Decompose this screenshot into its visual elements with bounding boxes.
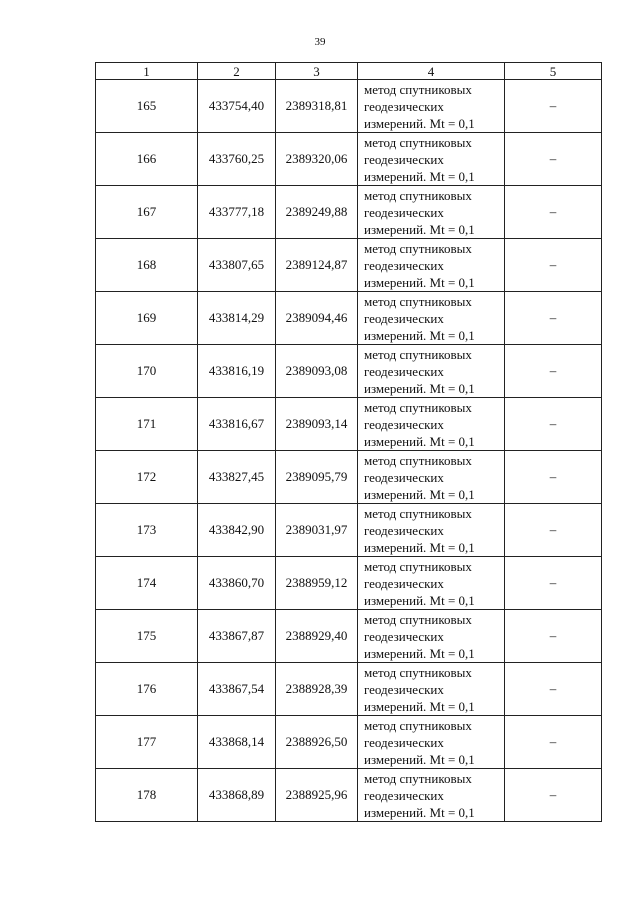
column-header-1: 1 bbox=[96, 63, 198, 80]
method-line-2: геодезических bbox=[364, 416, 444, 432]
point-number-cell: 172 bbox=[96, 451, 198, 504]
method-cell bbox=[358, 769, 505, 822]
table-row bbox=[96, 716, 602, 769]
method-line-3: измерений. Mt = 0,1 bbox=[364, 221, 475, 237]
table-row bbox=[96, 398, 602, 451]
y-coordinate-cell: 2389320,06 bbox=[276, 133, 358, 186]
method-line-2: геодезических bbox=[364, 469, 444, 485]
method-line-2: геодезических bbox=[364, 575, 444, 591]
method-cell bbox=[358, 451, 505, 504]
table-row bbox=[96, 133, 602, 186]
table-header-row bbox=[96, 63, 602, 80]
note-cell: – bbox=[505, 133, 602, 186]
y-coordinate-cell: 2389249,88 bbox=[276, 186, 358, 239]
x-coordinate-cell: 433814,29 bbox=[198, 292, 276, 345]
method-line-3: измерений. Mt = 0,1 bbox=[364, 115, 475, 131]
y-coordinate-cell: 2388926,50 bbox=[276, 716, 358, 769]
x-coordinate-cell: 433827,45 bbox=[198, 451, 276, 504]
method-line-1: метод спутниковых bbox=[364, 187, 472, 203]
method-line-3: измерений. Mt = 0,1 bbox=[364, 168, 475, 184]
y-coordinate-cell: 2388925,96 bbox=[276, 769, 358, 822]
note-cell: – bbox=[505, 345, 602, 398]
table-row bbox=[96, 80, 602, 133]
method-line-2: геодезических bbox=[364, 310, 444, 326]
table-row bbox=[96, 557, 602, 610]
note-cell: – bbox=[505, 716, 602, 769]
table-row bbox=[96, 769, 602, 822]
method-line-2: геодезических bbox=[364, 787, 444, 803]
method-cell bbox=[358, 398, 505, 451]
x-coordinate-cell: 433842,90 bbox=[198, 504, 276, 557]
column-header-4: 4 bbox=[358, 63, 505, 80]
note-cell: – bbox=[505, 398, 602, 451]
method-line-1: метод спутниковых bbox=[364, 240, 472, 256]
method-line-3: измерений. Mt = 0,1 bbox=[364, 486, 475, 502]
method-line-1: метод спутниковых bbox=[364, 293, 472, 309]
y-coordinate-cell: 2389095,79 bbox=[276, 451, 358, 504]
point-number-cell: 167 bbox=[96, 186, 198, 239]
point-number-cell: 165 bbox=[96, 80, 198, 133]
method-line-1: метод спутниковых bbox=[364, 81, 472, 97]
x-coordinate-cell: 433860,70 bbox=[198, 557, 276, 610]
y-coordinate-cell: 2389124,87 bbox=[276, 239, 358, 292]
y-coordinate-cell: 2388959,12 bbox=[276, 557, 358, 610]
method-line-2: геодезических bbox=[364, 522, 444, 538]
method-line-3: измерений. Mt = 0,1 bbox=[364, 274, 475, 290]
point-number-cell: 178 bbox=[96, 769, 198, 822]
point-number-cell: 177 bbox=[96, 716, 198, 769]
point-number-cell: 166 bbox=[96, 133, 198, 186]
point-number-cell: 169 bbox=[96, 292, 198, 345]
point-number-cell: 174 bbox=[96, 557, 198, 610]
table-row bbox=[96, 504, 602, 557]
method-line-3: измерений. Mt = 0,1 bbox=[364, 698, 475, 714]
x-coordinate-cell: 433867,87 bbox=[198, 610, 276, 663]
method-line-3: измерений. Mt = 0,1 bbox=[364, 751, 475, 767]
table-row bbox=[96, 186, 602, 239]
note-cell: – bbox=[505, 239, 602, 292]
method-line-1: метод спутниковых bbox=[364, 770, 472, 786]
method-line-1: метод спутниковых bbox=[364, 346, 472, 362]
note-cell: – bbox=[505, 80, 602, 133]
method-line-3: измерений. Mt = 0,1 bbox=[364, 433, 475, 449]
method-line-3: измерений. Mt = 0,1 bbox=[364, 804, 475, 820]
method-line-2: геодезических bbox=[364, 204, 444, 220]
x-coordinate-cell: 433868,14 bbox=[198, 716, 276, 769]
point-number-cell: 171 bbox=[96, 398, 198, 451]
table-row bbox=[96, 610, 602, 663]
note-cell: – bbox=[505, 504, 602, 557]
method-cell bbox=[358, 133, 505, 186]
table-row bbox=[96, 239, 602, 292]
method-cell bbox=[358, 557, 505, 610]
method-line-1: метод спутниковых bbox=[364, 399, 472, 415]
column-header-5: 5 bbox=[505, 63, 602, 80]
method-line-2: геодезических bbox=[364, 98, 444, 114]
coordinates-table bbox=[95, 62, 602, 822]
x-coordinate-cell: 433754,40 bbox=[198, 80, 276, 133]
x-coordinate-cell: 433868,89 bbox=[198, 769, 276, 822]
x-coordinate-cell: 433807,65 bbox=[198, 239, 276, 292]
method-cell bbox=[358, 292, 505, 345]
method-line-3: измерений. Mt = 0,1 bbox=[364, 645, 475, 661]
y-coordinate-cell: 2388928,39 bbox=[276, 663, 358, 716]
method-cell bbox=[358, 663, 505, 716]
note-cell: – bbox=[505, 557, 602, 610]
note-cell: – bbox=[505, 610, 602, 663]
note-cell: – bbox=[505, 186, 602, 239]
x-coordinate-cell: 433816,19 bbox=[198, 345, 276, 398]
x-coordinate-cell: 433777,18 bbox=[198, 186, 276, 239]
point-number-cell: 170 bbox=[96, 345, 198, 398]
y-coordinate-cell: 2389093,14 bbox=[276, 398, 358, 451]
method-line-3: измерений. Mt = 0,1 bbox=[364, 592, 475, 608]
method-line-2: геодезических bbox=[364, 363, 444, 379]
method-line-2: геодезических bbox=[364, 628, 444, 644]
table-row bbox=[96, 345, 602, 398]
y-coordinate-cell: 2389093,08 bbox=[276, 345, 358, 398]
table-row bbox=[96, 292, 602, 345]
point-number-cell: 168 bbox=[96, 239, 198, 292]
x-coordinate-cell: 433760,25 bbox=[198, 133, 276, 186]
method-line-2: геодезических bbox=[364, 734, 444, 750]
x-coordinate-cell: 433816,67 bbox=[198, 398, 276, 451]
method-cell bbox=[358, 610, 505, 663]
method-cell bbox=[358, 504, 505, 557]
point-number-cell: 176 bbox=[96, 663, 198, 716]
method-cell bbox=[358, 345, 505, 398]
note-cell: – bbox=[505, 292, 602, 345]
point-number-cell: 175 bbox=[96, 610, 198, 663]
method-line-2: геодезических bbox=[364, 257, 444, 273]
method-line-2: геодезических bbox=[364, 151, 444, 167]
method-line-3: измерений. Mt = 0,1 bbox=[364, 327, 475, 343]
x-coordinate-cell: 433867,54 bbox=[198, 663, 276, 716]
method-cell bbox=[358, 716, 505, 769]
column-header-3: 3 bbox=[276, 63, 358, 80]
method-line-3: измерений. Mt = 0,1 bbox=[364, 380, 475, 396]
method-line-2: геодезических bbox=[364, 681, 444, 697]
table-body bbox=[96, 80, 602, 822]
method-cell bbox=[358, 186, 505, 239]
y-coordinate-cell: 2389318,81 bbox=[276, 80, 358, 133]
table-row bbox=[96, 663, 602, 716]
method-cell bbox=[358, 239, 505, 292]
method-line-3: измерений. Mt = 0,1 bbox=[364, 539, 475, 555]
table-row bbox=[96, 451, 602, 504]
method-line-1: метод спутниковых bbox=[364, 611, 472, 627]
page-number: 39 bbox=[314, 36, 326, 48]
method-line-1: метод спутниковых bbox=[364, 717, 472, 733]
method-line-1: метод спутниковых bbox=[364, 452, 472, 468]
column-header-2: 2 bbox=[198, 63, 276, 80]
method-line-1: метод спутниковых bbox=[364, 664, 472, 680]
y-coordinate-cell: 2389031,97 bbox=[276, 504, 358, 557]
method-line-1: метод спутниковых bbox=[364, 558, 472, 574]
point-number-cell: 173 bbox=[96, 504, 198, 557]
note-cell: – bbox=[505, 769, 602, 822]
note-cell: – bbox=[505, 451, 602, 504]
method-cell bbox=[358, 80, 505, 133]
y-coordinate-cell: 2388929,40 bbox=[276, 610, 358, 663]
note-cell: – bbox=[505, 663, 602, 716]
method-line-1: метод спутниковых bbox=[364, 505, 472, 521]
method-line-1: метод спутниковых bbox=[364, 134, 472, 150]
y-coordinate-cell: 2389094,46 bbox=[276, 292, 358, 345]
